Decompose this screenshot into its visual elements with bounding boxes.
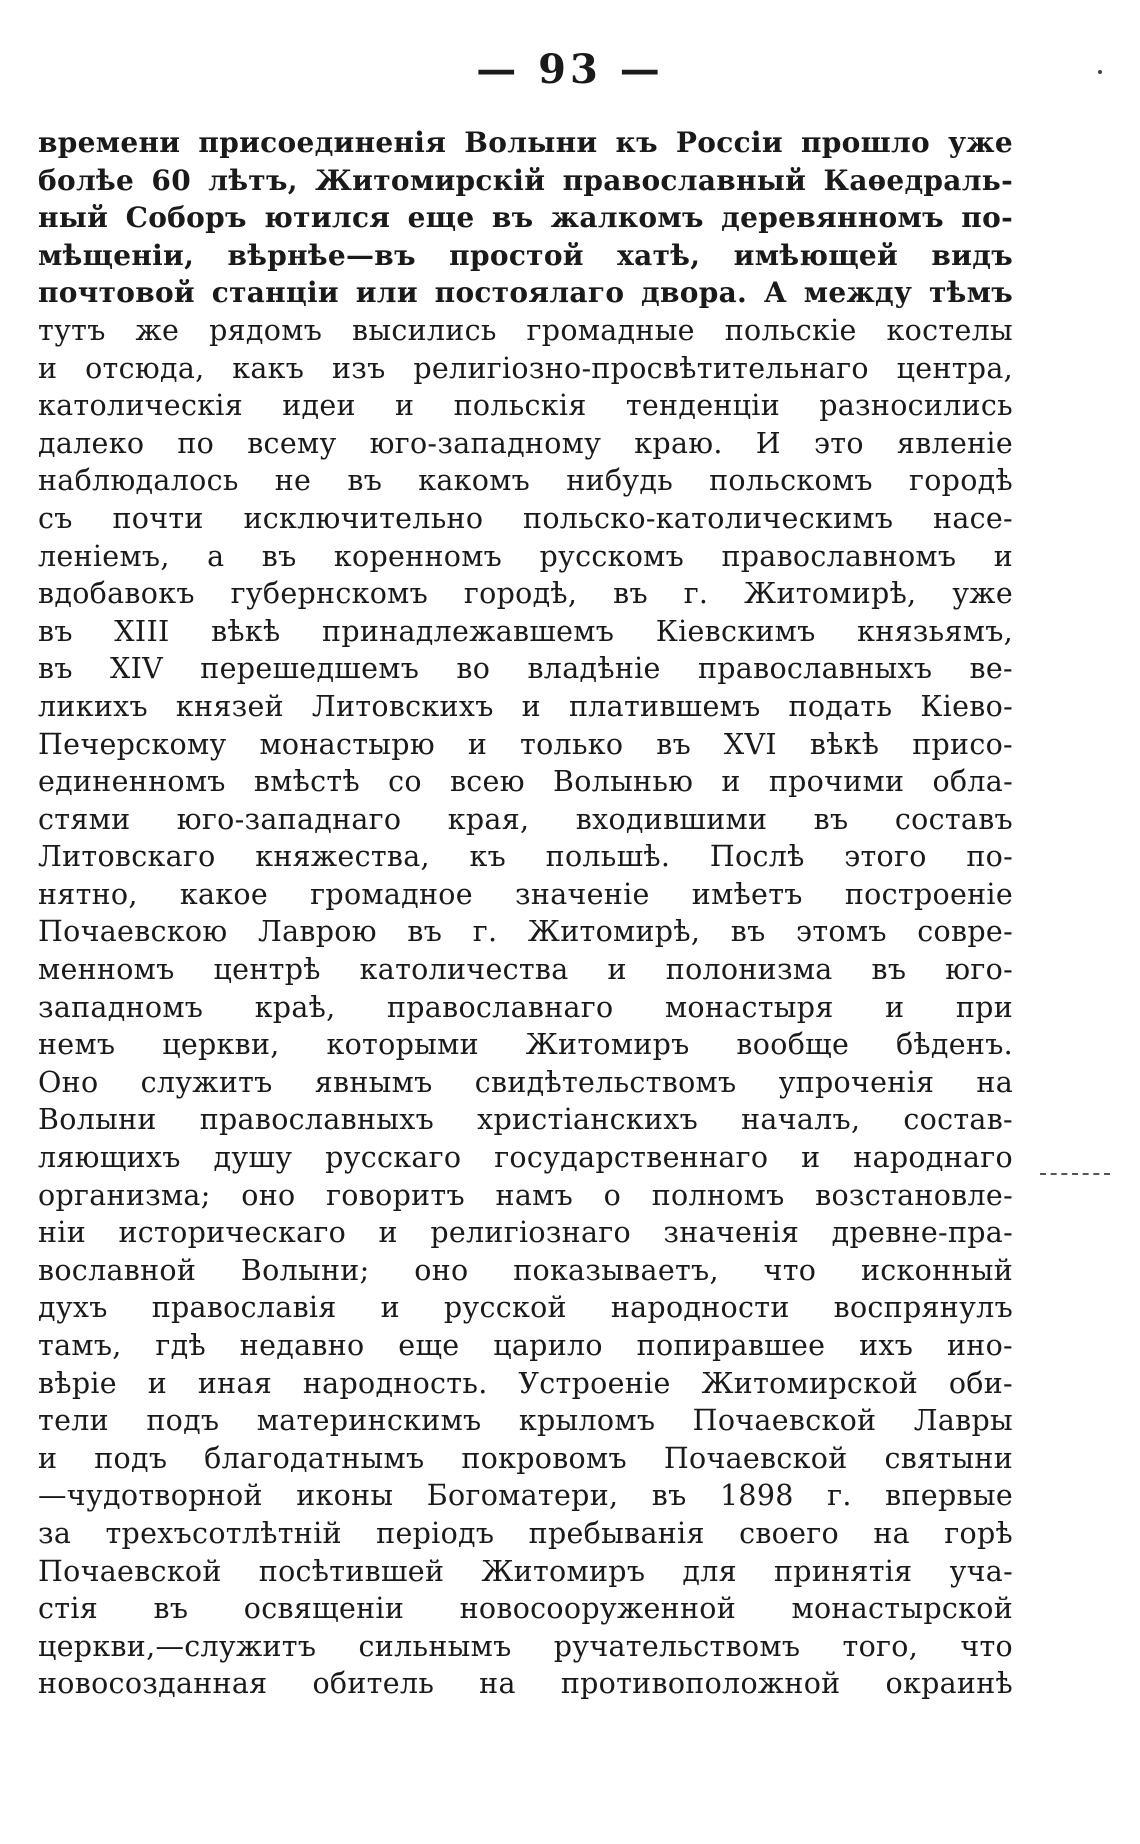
text-line: Оно служитъ явнымъ свидѣтельствомъ упроченія на	[38, 1065, 1013, 1099]
text-line: Литовскаго княжества, къ польшѣ. Послѣ этого по-	[38, 840, 1013, 874]
margin-dash-mark	[1040, 1173, 1110, 1175]
body-text	[38, 124, 1013, 1703]
text-line: ный Соборъ ютился еще въ жалкомъ деревянномъ по-	[38, 201, 1013, 235]
text-line: Волыни православныхъ христіанскихъ началъ, состав-	[38, 1103, 1013, 1137]
text-line: вдобавокъ губернскомъ городѣ, въ г. Житомирѣ, уже	[38, 577, 1013, 611]
text-line: и отсюда, какъ изъ религіозно-просвѣтительнаго центра,	[38, 351, 1013, 385]
text-line: Почаевской посѣтившей Житомиръ для принятія уча-	[38, 1554, 1013, 1588]
text-line: нятно, какое громадное значеніе имѣетъ построеніе	[38, 877, 1013, 911]
text-line: —чудотворной иконы Богоматери, въ 1898 г. впервые	[38, 1479, 1013, 1513]
text-line: немъ церкви, которыми Житомиръ вообще бѣденъ.	[38, 1028, 1013, 1062]
text-line: ликихъ князей Литовскихъ и платившемъ подать Кіево-	[38, 689, 1013, 723]
text-line: новосозданная обитель на противоположной окраинѣ	[38, 1667, 1013, 1701]
text-line: тутъ же рядомъ высились громадные польскіе костелы	[38, 313, 1013, 347]
text-line: наблюдалось не въ какомъ нибудь польскомъ городѣ	[38, 464, 1013, 498]
text-line: единенномъ вмѣстѣ со всею Волынью и прочими обла-	[38, 765, 1013, 799]
text-line: ляющихъ душу русскаго государственнаго и народнаго	[38, 1141, 1013, 1175]
text-line: леніемъ, а въ коренномъ русскомъ православномъ и	[38, 539, 1013, 573]
text-line: Почаевскою Лаврою въ г. Житомирѣ, въ этомъ совре-	[38, 915, 1013, 949]
text-line: съ почти исключительно польско-католическимъ насе-	[38, 501, 1013, 535]
text-line: болѣе 60 лѣтъ, Житомирскій православный Каѳедраль-	[38, 163, 1013, 197]
text-line: вѣріе и иная народность. Устроеніе Житомирской оби-	[38, 1366, 1013, 1400]
text-line: за трехъсотлѣтній періодъ пребыванія своего на горѣ	[38, 1516, 1013, 1550]
page-number: — 93 —	[476, 46, 664, 93]
text-line: организма; оно говоритъ намъ о полномъ возстановле-	[38, 1178, 1013, 1212]
text-line: стями юго-западнаго края, входившими въ составъ	[38, 802, 1013, 836]
text-line: въ XIV перешедшемъ во владѣніе православныхъ ве-	[38, 652, 1013, 686]
text-line: стія въ освященіи новосооруженной монастырской	[38, 1592, 1013, 1626]
text-line: въ XIII вѣкѣ принадлежавшемъ Кіевскимъ князьямъ,	[38, 614, 1013, 648]
text-line: вославной Волыни; оно показываетъ, что исконный	[38, 1253, 1013, 1287]
text-line: времени присоединенія Волыни къ Россіи прошло уже	[38, 126, 1013, 159]
text-line: менномъ центрѣ католичества и полонизма въ юго-	[38, 953, 1013, 987]
text-line: католическія идеи и польскія тенденціи разносились	[38, 389, 1013, 423]
text-line: и подъ благодатнымъ покровомъ Почаевской святыни	[38, 1441, 1013, 1475]
text-line: духъ православія и русской народности воспрянулъ	[38, 1291, 1013, 1325]
text-line: почтовой станціи или постоялаго двора. А между тѣмъ	[38, 276, 1013, 310]
text-line: тели подъ материнскимъ крыломъ Почаевской Лавры	[38, 1404, 1013, 1438]
text-line: ніи историческаго и религіознаго значенія древне-пра-	[38, 1216, 1013, 1250]
text-line: далеко по всему юго-западному краю. И это явленіе	[38, 426, 1013, 460]
text-line: Печерскому монастырю и только въ XVI вѣкѣ присо-	[38, 727, 1013, 761]
text-line: тамъ, гдѣ недавно еще царило попиравшее ихъ ино-	[38, 1329, 1013, 1362]
text-line: мѣщеніи, вѣрнѣе—въ простой хатѣ, имѣющей видъ	[38, 238, 1013, 272]
text-line: западномъ краѣ, православнаго монастыря и при	[38, 990, 1013, 1024]
text-line: церкви,—служитъ сильнымъ ручательствомъ того, что	[38, 1629, 1013, 1663]
